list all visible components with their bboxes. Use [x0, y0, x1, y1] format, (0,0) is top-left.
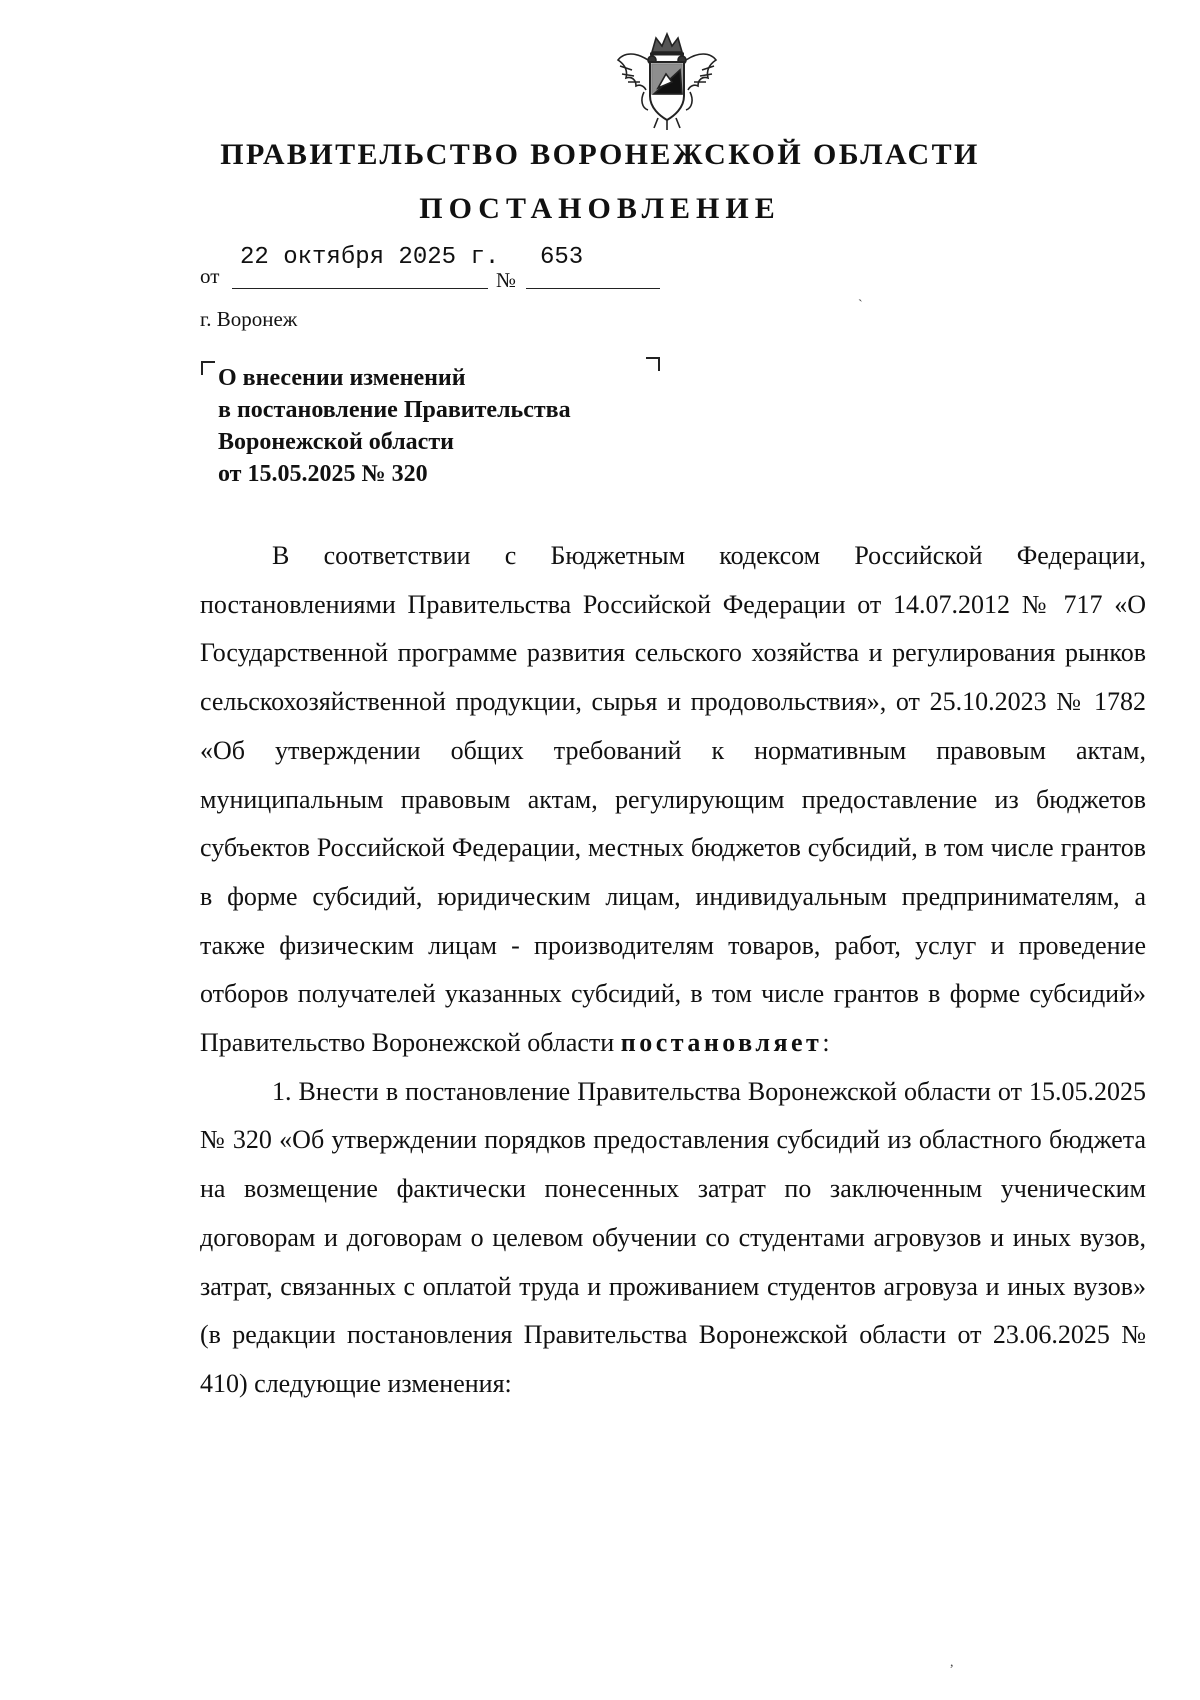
scan-speck: , [950, 1655, 954, 1670]
preamble-paragraph [200, 532, 1146, 1068]
city-label: г. Воронеж [200, 307, 298, 331]
subject-line: от 15.05.2025 № 320 [218, 461, 428, 487]
number-underline [526, 288, 660, 289]
voronezh-coat-of-arms-icon [614, 30, 720, 130]
document-subject [218, 362, 571, 490]
preamble-colon: : [822, 1028, 830, 1058]
document-type-title: ПОСТАНОВЛЕНИЕ [419, 192, 781, 225]
subject-line: О внесении изменений [218, 365, 466, 391]
date-underline [232, 288, 488, 289]
from-label: от [200, 264, 220, 288]
organization-title: ПРАВИТЕЛЬСТВО ВОРОНЕЖСКОЙ ОБЛАСТИ [220, 138, 980, 171]
document-body [200, 532, 1146, 1409]
decree-keyword: постановляет [620, 1028, 823, 1058]
number-label: № [496, 268, 517, 292]
subject-line: в постановление Правительства [218, 397, 571, 423]
document-date: 22 октября 2025 г. [240, 244, 500, 271]
clause-1-paragraph: 1. Внести в постановление Правительства Воронежской области от 15.05.2025 № 320 «Об утверждении порядков предоставления субсидий из областного бюджета на возмещение фактически понесенных затрат по заключенным ученическим договорам и договорам о целевом обучении со студентами агровузов и иных вузов, затрат, связанных с оплатой труда и проживанием студентов агровуза и иных вузов» (в редакции постановления Правительства Воронежской области от 23.06.2025 № 410) следующие изменения: [200, 1076, 1146, 1398]
date-number-row [200, 244, 680, 294]
preamble-text: В соответствии с Бюджетным кодексом Российской Федерации, постановлениями Правительства Российской Федерации от 14.07.2012 № 717 «О Государственной программе развития сельского хозяйства и регулирования рынков сельскохозяйственной продукции, сырья и продовольствия», от 25.10.2023 № 1782 «Об утверждении общих требований к нормативным правовым актам, муниципальным правовым актам, регулирующим предоставление из бюджетов субъектов Российской Федерации, местных бюджетов субсидий, в том числе грантов в форме субсидий, юридическим лицам, индивидуальным предпринимателям, а также физическим лицам - производителям товаров, работ, услуг и проведение отборов получателей указанных субсидий, в том числе грантов в форме субсидий» Правительство Воронежской области [200, 541, 1146, 1058]
subject-bracket-left [201, 361, 215, 375]
subject-line: Воронежской области [218, 429, 454, 455]
scan-speck: ` [858, 298, 863, 313]
subject-bracket-right [646, 357, 660, 371]
document-number: 653 [540, 244, 584, 271]
